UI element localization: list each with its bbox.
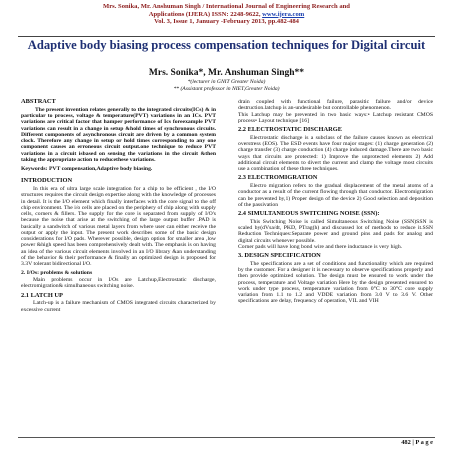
ssn-text: This Switching Noise is called Simultaneous Switching Noise (SSN)SSN is scaled by(dVsa/dt, PKD, PTrag(h) and discussed lot of methods to reduce it.SSN Reduction Techniques:Separate power and ground pins and pads for analog and digital circuits whenever possible. (238, 218, 433, 244)
problems-heading: 2. I/Os: problems & solutions (21, 269, 93, 276)
problems-text: Main problems occur in I/Os are Latchup,Electrostatic discharge, electromigration& simulhaneous switching noise. (21, 277, 216, 290)
introduction-text: In this era of ultra large scale integration for a chip to be efficient , the I/O structures requires the circuit design expertise along with the knowledge of processes in detail. It is the I/O element which finally interfaces with the core signal to the off chip environment. The i/o cells are placed on the periphery of chip along with supply cells, corners & fillers. The supply for the core is separated from supply of I/O's because the noise that arise at the switching of the large output buffer .PAD is basically a sandwitch of various metal layers from where user can either receive the output or apply the input. The present work describes some of the basic design considerations for I/O pads. Wherever possible, design option for smaller area ,low power &high speed has been comprehensively dealt with. The emphasis is on having an idea of the various circuit elements involved in an I/O library &an understanding of the behavior & their performance & finally an optimized design is proposed for 3.3V tolerant bidirectional I/O. (21, 186, 216, 267)
journal-issn: Applications (IJERA) ISSN: 2248-9622 (148, 10, 259, 18)
journal-header (20, 3, 433, 26)
header-divider (18, 36, 435, 37)
latchup-prevention: This Latchup may be prevented in two basic ways:• Latchup resistant CMOS process• Layout technique [16] (238, 111, 433, 124)
electromigration-heading: 2.3 ELECTROMIGRATION (238, 174, 318, 182)
journal-header-line2: Applications (IJERA) ISSN: 2248-9622, www.ijera.com (148, 10, 305, 18)
paper-title: Adaptive body biasing process compensation techniques for Digital circuit (27, 38, 426, 52)
esd-text: Electrostatic discharge is a subclass of the failure causes known as electrical overstress (EOS). The ESD events have four major stages: (1) charge generation (2) charge transfer (3) charge conduction (4) charge induced damage.There are two basic ways that circuits are protected: 1) Improve the unprotected elements 2) Add additional circuit elements to divert the current and clamp the voltage most circuits use a combination of these three techniques. (238, 134, 433, 172)
abstract-text: The present invention relates generally to the integrated circuits(ICs) & in particular to process, voltage & temperature(PVT) variations in an ICs. PVT variations are critical factor that hamper performance of Ics foreexample PVT variations can result in a change in setup &hold times of synchronous circuits. Different components of asynchronous circuit are driven by a common system clock. Therefore any change in setup or hold times corresponding to any one component causes an erroneous circuit output.one technique to reduce PVT variations in a circuit isbased on sensing the variations in the circuit &then taking the appropriate action to reducethese variations. (21, 106, 216, 163)
latchup-continued: drain coupled with functional failure, parasitic failure and/or device destruction.latchup is an-undesirable but controllable phenomenon. (238, 99, 433, 112)
journal-header-line1: Mrs. Sonika, Mr. Anshuman Singh / International Journal of Engineering Research and (103, 3, 350, 10)
right-column (238, 99, 433, 305)
abstract-heading: ABSTRACT (21, 98, 56, 105)
journal-link[interactable]: www.ijera.com (262, 10, 305, 18)
latchup-text: Latch-up is a failure mechanism of CMOS integrated circuits characterized by excessive current (21, 300, 216, 313)
ssn-text-2: Corner pads will have long bond wire and there inductance is very high. (238, 243, 403, 250)
paper-authors: Mrs. Sonika*, Mr. Anshuman Singh** (148, 68, 305, 78)
electromigration-text: Electro migration refers to the gradual displacement of the metal atoms of a conductor as a result of the current flowing through that conductor. Electromigration can be prevented by,1) Proper design of the device 2) Good selection and deposition of the passivation (238, 183, 433, 208)
left-column (21, 99, 216, 313)
footer-divider (18, 437, 435, 438)
affiliation-2: ** (Assistant professor in NIET,Greater Noida) (173, 86, 280, 92)
affiliation-1: *(lecturer in GNIT Greater Noida) (187, 79, 266, 85)
page-number: 482 | P a g e (401, 439, 433, 446)
keywords: Keywords: PVT compensation,Adaptive body biasing. (21, 166, 153, 172)
journal-header-line3: Vol. 3, Issue 1, January -February 2013, pp.482-484 (154, 18, 299, 26)
introduction-heading: INTRODUCTION (21, 177, 73, 185)
ssn-heading: 2.4 SIMULTANEOUS SWITCHING NOISE (SSN): (238, 210, 380, 217)
esd-heading: 2.2 ELECTROSTATIC DISCHARGE (238, 126, 342, 133)
design-spec-heading: 3. DESIGN SPECIFICATION (238, 252, 321, 259)
latchup-heading: 2.1 LATCH UP (21, 291, 63, 299)
design-spec-text: The specifications are a set of conditions and functionality which are required by the customer. For a designer it is necessary to observe specifications properly and then provide optimized solution. The design must be ensured to work under the process, temperature and Voltage variation Here by the design presented ensured to work under type process, temperature variation from 0°C to 30°C core supply variation from 1.1 to 1.2 and VDDE variation from 3.0 V to 3.6 V. Other specifications are delay, frequency of operation, VIL and VIH (238, 260, 433, 305)
